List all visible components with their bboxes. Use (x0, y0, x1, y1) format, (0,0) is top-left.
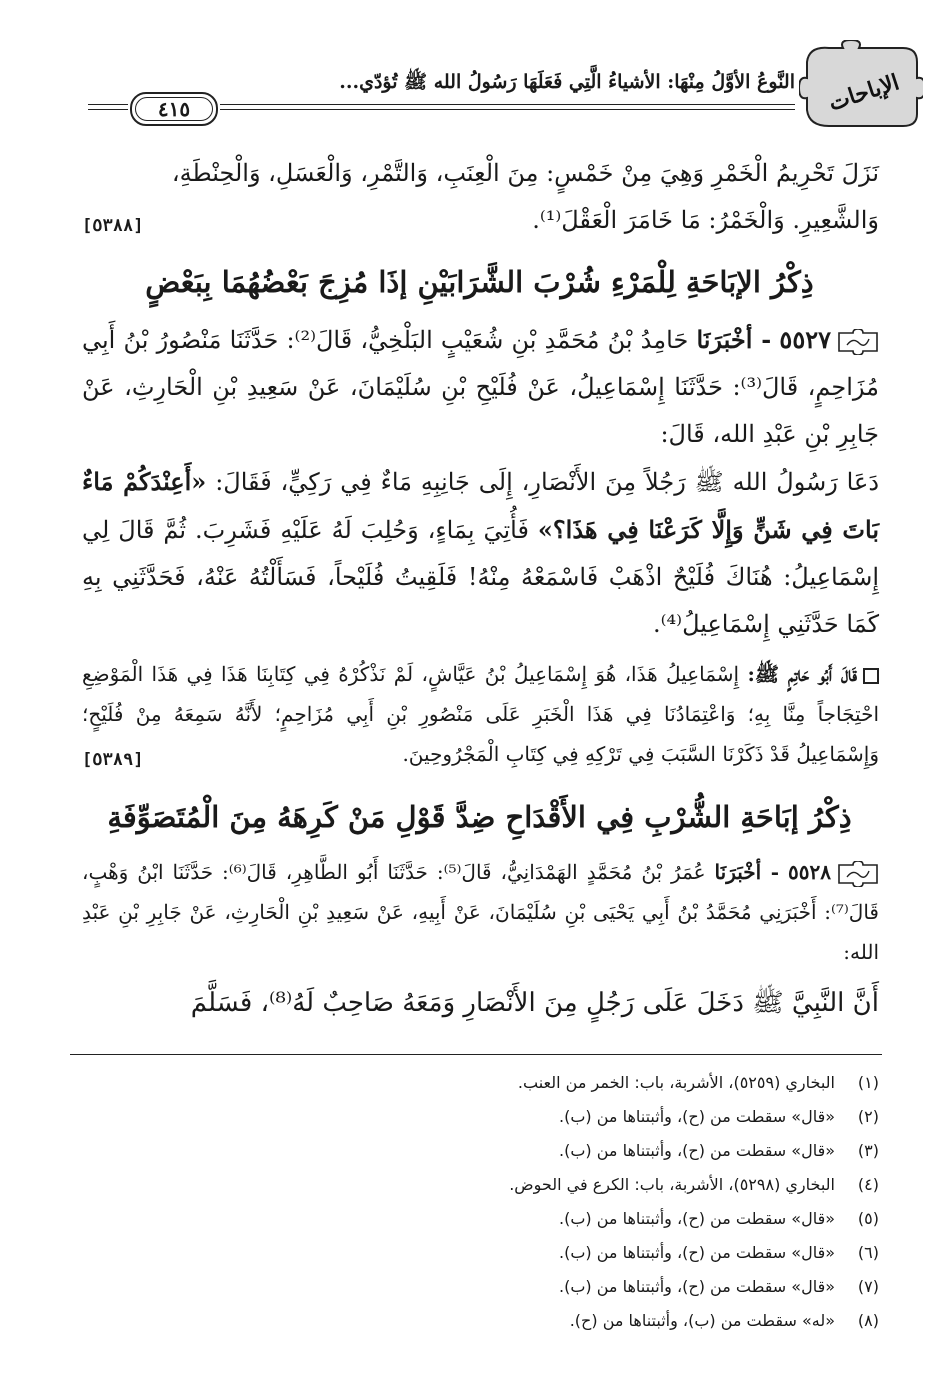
footnote (82, 1168, 879, 1202)
footnote-text: «قال» سقطت من (ح)، وأثبتناها من (ب). (559, 1141, 835, 1160)
footnote-text: البخاري (٥٢٩٨)، الأشربة، باب: الكرع في الحوض. (509, 1175, 835, 1194)
footnote-number: (٣) (857, 1141, 879, 1160)
hadith-isnad: ٥٥٢٧ - أخْبَرَنَا حَامِدُ بْنُ مُحَمَّدِ بْنِ شُعَيْبٍ البَلْخِيُّ، قَالَ⁽²⁾: حَدَّثَنَا مَنْصُورُ بْنُ أَبِي مُزَاحِمٍ، قَالَ⁽³⁾: حَدَّثَنَا إِسْمَاعِيلُ، عَنْ فُلَيْحِ بْنِ سُلَيْمَانَ، عَنْ سَعِيدِ بْنِ الْحَارِثِ، عَنْ جَابِرِ بْنِ عَبْدِ الله، قَالَ: (82, 325, 879, 448)
header-rule-short (88, 109, 128, 110)
puzzle-tab-icon (799, 40, 923, 128)
running-title: النَّوعُ الأوَّلُ مِنْهَا: الأشياءُ الَّتِي فَعَلَهَا رَسُولُ الله ﷺ تُؤدّي... (339, 71, 795, 93)
footnote-text: «قال» سقطت من (ح)، وأثبتناها من (ب). (559, 1277, 835, 1296)
footnote-divider (70, 1054, 882, 1055)
intro-line: نَزَلَ تَحْرِيمُ الْخَمْرِ وَهِيَ مِنْ خَمْسٍ: مِنَ الْعِنَبِ، وَالتَّمْرِ، وَالْعَسَلِ، وَالْحِنْطَةِ، (171, 159, 879, 187)
hadith-reference: [٥٣٨٩] (82, 750, 144, 770)
hadith-5528-matn (82, 980, 879, 1027)
comment-speaker: قَالَ أَبُو حَاتِمٍ ﷺ: (747, 662, 857, 686)
section-heading: ذِكْرُ إبَاحَةِ الشُّرْبِ فِي الأَقْدَاحِ ضِدَّ قَوْلِ مَنْ كَرِهَهُ مِنَ الْمُتَصَوِّفَةِ (107, 800, 852, 834)
footnote-number: (٢) (857, 1107, 879, 1126)
square-bullet-icon (863, 668, 879, 684)
footnote-number: (٥) (857, 1209, 879, 1228)
hadith-5528 (82, 852, 879, 972)
page-number: ٤١٥ (130, 92, 218, 126)
intro-text: وَالشَّعِيرِ. وَالْخَمْرُ: مَا خَامَرَ الْعَقْلَ⁽¹⁾. (532, 206, 879, 234)
isnad-text: عُمَرُ بْنُ مُحَمَّدٍ الهَمْدَانِيُّ، قَالَ⁽⁵⁾: حَدَّثَنَا أَبُو الطَّاهِرِ، قَالَ⁽⁶⁾: حَدَّثَنَا ابْنُ وَهْبٍ، قَالَ⁽⁷⁾: أَخْبَرَنِي مُحَمَّدُ بْنُ أَبِي يَحْيَى بْنِ سُلَيْمَانَ، عَنْ أَبِيهِ، عَنْ سَعِيدِ بْنِ الْحَارِثِ، عَنْ جَابِرِ بْنِ عَبْدِ الله: (82, 860, 879, 964)
isnad-text: حَامِدُ بْنُ مُحَمَّدِ بْنِ شُعَيْبٍ البَلْخِيُّ، قَالَ⁽²⁾: حَدَّثَنَا مَنْصُورُ بْنُ أَبِي مُزَاحِمٍ، قَالَ⁽³⁾: حَدَّثَنَا إِسْمَاعِيلُ، عَنْ فُلَيْحِ بْنِ سُلَيْمَانَ، عَنْ سَعِيدِ بْنِ الْحَارِثِ، عَنْ جَابِرِ بْنِ عَبْدِ الله، قَالَ: (82, 326, 879, 448)
footnote (82, 1236, 879, 1270)
comment-text: إِسْمَاعِيلُ هَذَا، هُوَ إِسْمَاعِيلُ بْنُ عَيَّاشٍ، لَمْ نَذْكُرْهُ فِي كِتَابِنَا هَذَا فِي هَذَا الْمَوْضِعِ احْتِجَاجاً مِنَّا بِهِ؛ وَاعْتِمَادُنَا فِي هَذَا الْخَبَرِ عَلَى مَنْصُورِ بْنِ أَبِي مُزَاحِمٍ؛ لأَنَّهُ سَمِعَهُ مِنْ فُلَيْحٍ؛ وَإِسْمَاعِيلُ قَدْ ذَكَرْنَا السَّبَبَ فِي تَرْكِهِ فِي كِتَابِ الْمَجْرُوحِينَ. (82, 662, 879, 766)
hadith-5527 (82, 316, 879, 458)
prophetic-quote: «أَعِنْدَكُمْ مَاءٌ بَاتَ فِي شَنٍّ وَإِلَّا كَرَعْنَا فِي هَذَا؟» (82, 467, 879, 544)
hadith-isnad: ٥٥٢٨ - أخْبَرَنَا عُمَرُ بْنُ مُحَمَّدٍ الهَمْدَانِيُّ، قَالَ⁽⁵⁾: حَدَّثَنَا أَبُو الطَّاهِرِ، قَالَ⁽⁶⁾: حَدَّثَنَا ابْنُ وَهْبٍ، قَالَ⁽⁷⁾: أَخْبَرَنِي مُحَمَّدُ بْنُ أَبِي يَحْيَى بْنِ سُلَيْمَانَ، عَنْ أَبِيهِ، عَنْ سَعِيدِ بْنِ الْحَارِثِ، عَنْ جَابِرِ بْنِ عَبْدِ الله: (82, 860, 879, 964)
matn-text: أَنَّ النَّبِيَّ ﷺ دَخَلَ عَلَى رَجُلٍ مِنَ الأَنْصَارِ وَمَعَهُ صَاحِبٌ لَهُ⁽⁸⁾، فَسَلَّمَ (190, 988, 879, 1018)
akhbarana-keyword: أخْبَرَنَا (714, 860, 762, 884)
footnote (82, 1202, 879, 1236)
comment-paragraph (82, 654, 879, 774)
footnote-number: (٤) (857, 1175, 879, 1194)
footnote-number: (٨) (857, 1311, 879, 1330)
hadith-badge-icon (837, 329, 879, 355)
header-rule (220, 104, 795, 105)
akhbarana-keyword: أخْبَرَنَا (696, 325, 753, 354)
intro-paragraph (82, 150, 879, 250)
footnote (82, 1270, 879, 1304)
footnotes (82, 1066, 879, 1338)
footnote-text: البخاري (٥٢٥٩)، الأشربة، باب: الخمر من العنب. (517, 1073, 835, 1092)
matn-text: فَأُتِيَ بِمَاءٍ، وَحُلِبَ لَهُ عَلَيْهِ فَشَرِبَ. ثُمَّ قَالَ لِي إِسْمَاعِيلُ: هُنَاكَ فُلَيْحٌ اذْهَبْ فَاسْمَعْهُ مِنْهُ! فَلَقِيتُ فُلَيْحاً، فَسَأَلْتُهُ عَنْهُ، فَحَدَّثَنِي بِهِ كَمَا حَدَّثَنِي إِسْمَاعِيلُ⁽⁴⁾. (82, 516, 879, 638)
footnote (82, 1134, 879, 1168)
header-rule (220, 109, 795, 110)
hadith-reference: [٥٣٨٨] (82, 216, 144, 236)
footnote-text: «قال» سقطت من (ح)، وأثبتناها من (ب). (559, 1107, 835, 1126)
matn-paragraph (82, 458, 879, 648)
puzzle-tab-label: الإباحات (825, 69, 903, 117)
footnote (82, 1066, 879, 1100)
hadith-5527-matn (82, 458, 879, 648)
footnote-text: «قال» سقطت من (ح)، وأثبتناها من (ب). (559, 1209, 835, 1228)
footnote (82, 1100, 879, 1134)
hadith-badge-icon (837, 861, 879, 887)
hadith-number: ٥٥٢٨ (788, 860, 831, 884)
intro-line (82, 197, 879, 244)
hadith-number: ٥٥٢٧ (779, 325, 831, 354)
footnote-text: «قال» سقطت من (ح)، وأثبتناها من (ب). (559, 1243, 835, 1262)
abu-hatim-comment (82, 654, 879, 780)
header-rule-short (88, 104, 128, 105)
footnote-text: «له» سقطت من (ب)، وأثبتناها من (ح). (569, 1311, 835, 1330)
section-heading: ذِكْرُ الإبَاحَةِ لِلْمَرْءِ شُرْبَ الشَّرَابَيْنِ إذَا مُزِجَ بَعْضُهُمَا بِبَعْضٍ (145, 265, 814, 299)
footnote-number: (١) (857, 1073, 879, 1092)
footnote (82, 1304, 879, 1338)
matn-text: دَعَا رَسُولُ الله ﷺ رَجُلاً مِنَ الأَنْصَارِ، إِلَى جَانِبِهِ مَاءٌ فِي رَكِيٍّ، فَقَالَ: (215, 468, 880, 496)
page-header (80, 40, 923, 130)
footnote-number: (٧) (857, 1277, 879, 1296)
footnote-number: (٦) (857, 1243, 879, 1262)
